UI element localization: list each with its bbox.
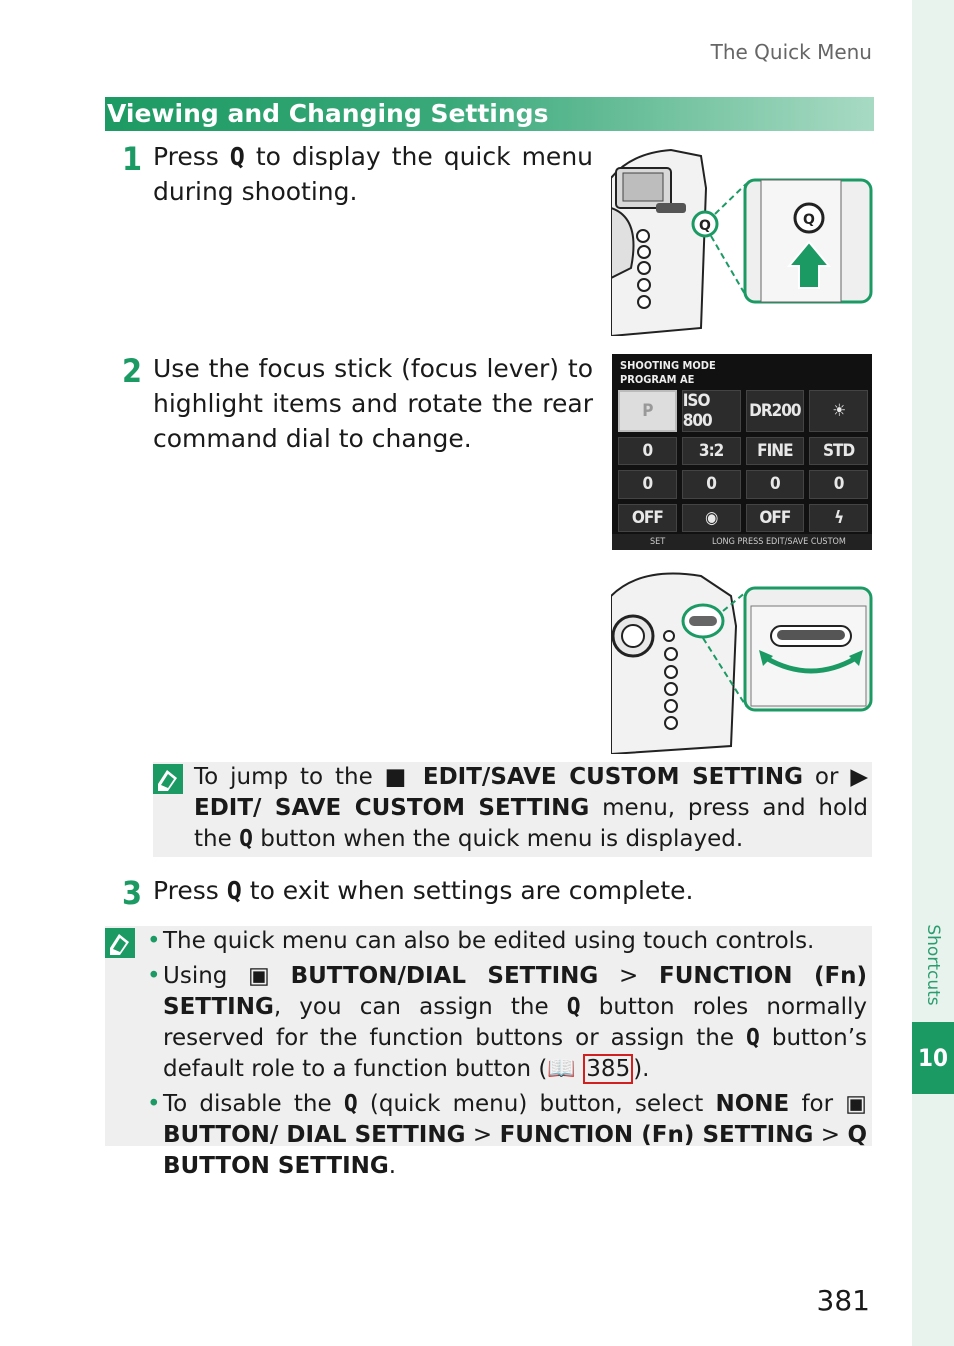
wrench-icon: ▣ [845, 1091, 868, 1117]
quick-menu-item[interactable]: 0 [618, 470, 677, 498]
tip-note [153, 762, 872, 857]
quick-menu-mode-label: SHOOTING MODE PROGRAM AE [620, 359, 716, 386]
tip-text: To jump to the ■ EDIT/SAVE CUSTOM SETTING or ▶ EDIT/ SAVE CUSTOM SETTING menu, press and hold the Q button when the quick menu is displayed. [194, 764, 869, 852]
quick-menu-item[interactable]: OFF [746, 504, 805, 532]
step-2-number: 2 [122, 352, 142, 390]
note-icon [153, 764, 183, 794]
movie-camera-icon: ▶ [850, 764, 869, 790]
flash-icon: ϟ [834, 507, 844, 528]
camera-command-dial-illustration [611, 566, 873, 754]
section-banner [105, 97, 874, 131]
svg-text:Q: Q [803, 212, 815, 228]
quick-menu-item[interactable]: 0 [809, 470, 868, 498]
section-title: Viewing and Changing Settings [107, 99, 549, 128]
quick-menu-item[interactable] [682, 504, 741, 532]
note-icon [105, 928, 135, 958]
additional-notes [105, 926, 872, 1179]
step-2-text: Use the focus stick (focus lever) to highlight items and rotate the rear command dial to change. [153, 354, 593, 453]
q-button-icon: Q [226, 876, 242, 905]
quick-menu-item[interactable]: FINE [746, 437, 805, 465]
quick-menu-item[interactable]: OFF [618, 504, 677, 532]
quick-menu-item[interactable]: 0 [618, 437, 677, 465]
note-item: • Using ▣ BUTTON/DIAL SETTING > FUNCTION (Fn) SETTING, you can assign the Q button roles normally reserved for the function buttons or assign the Q button’s default role to a function button (📖 385 ). [147, 961, 867, 1085]
step-1-number: 1 [122, 140, 142, 178]
page-reference-link[interactable]: 385 [583, 1054, 633, 1084]
step-3-number: 3 [122, 874, 142, 912]
note-list [147, 926, 867, 1186]
quick-menu-item[interactable]: P [618, 390, 677, 432]
quick-menu-item[interactable] [809, 390, 868, 432]
quick-menu-item[interactable] [809, 504, 868, 532]
quick-menu-item[interactable]: 3:2 [682, 437, 741, 465]
quick-menu-item[interactable]: 0 [746, 470, 805, 498]
quick-menu-grid [618, 390, 868, 532]
eye-af-icon: ◉ [704, 507, 718, 528]
book-icon: 📖 [547, 1056, 576, 1082]
running-header: The Quick Menu [710, 40, 872, 64]
note-item: • The quick menu can also be edited using touch controls. [147, 926, 867, 957]
quick-menu-screen [612, 354, 872, 550]
quick-menu-item[interactable]: DR200 [746, 390, 805, 432]
q-button-icon: Q [239, 826, 253, 852]
sidebar-label: Shortcuts [923, 924, 943, 1006]
quick-menu-item[interactable]: ISO 800 [682, 390, 741, 432]
step-3-text: Press Q to exit when settings are complete. [153, 876, 694, 905]
quick-menu-item[interactable]: STD [809, 437, 868, 465]
page-number: 381 [816, 1284, 870, 1317]
quick-menu-footer: SET LONG PRESS EDIT/SAVE CUSTOM [612, 534, 872, 550]
quick-menu-item[interactable]: 0 [682, 470, 741, 498]
q-button-icon: Q [229, 142, 245, 171]
wrench-icon: ▣ [248, 963, 270, 989]
note-item: • To disable the Q (quick menu) button, select NONE for ▣ BUTTON/ DIAL SETTING > FUNCTION (Fn) SETTING > Q BUTTON SETTING. [147, 1089, 867, 1182]
camera-q-button-illustration [611, 148, 873, 336]
chapter-sidebar [912, 0, 954, 1346]
q-button-icon: Q [566, 994, 581, 1020]
chapter-number-tab[interactable]: 10 [912, 1022, 954, 1094]
still-camera-icon: ■ [384, 764, 411, 790]
q-button-icon: Q [343, 1091, 358, 1117]
white-balance-icon: ☀ [832, 401, 845, 421]
step-1-text: Press Q to display the quick menu during shooting. [153, 142, 594, 206]
svg-text:Q: Q [699, 218, 711, 234]
q-button-icon: Q [746, 1025, 760, 1051]
